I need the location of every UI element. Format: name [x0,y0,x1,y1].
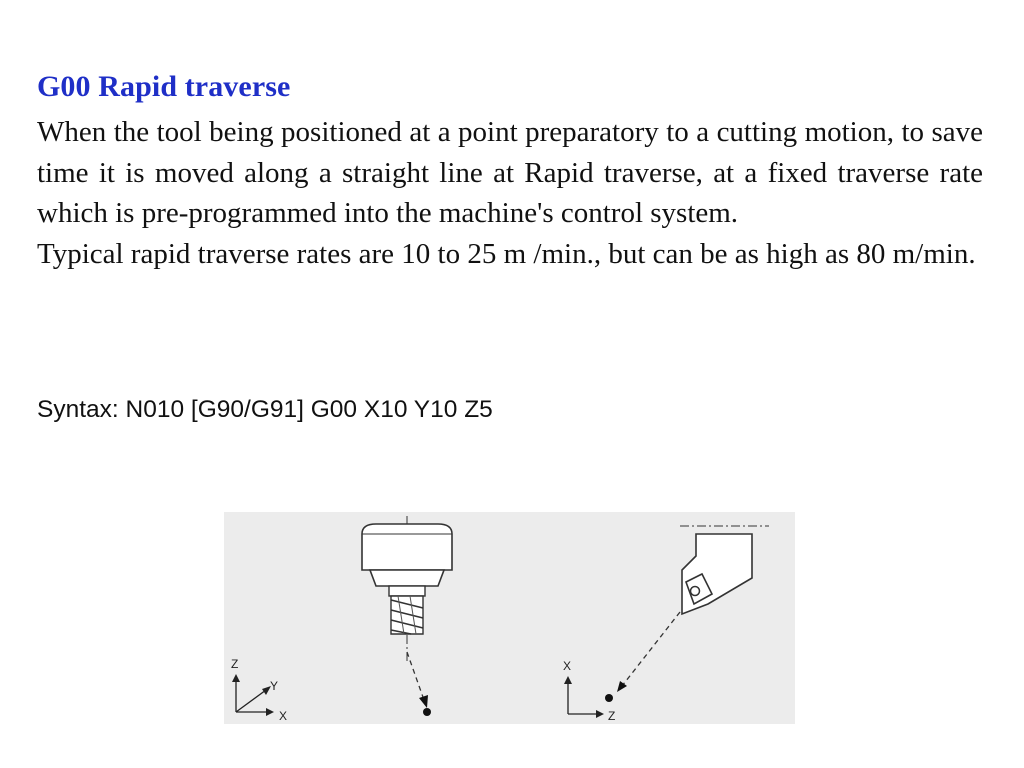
paragraph-rapid-traverse-description: When the tool being positioned at a point preparatory to a cutting motion, to save time it is moved along a straight line at Rapid traverse, at a fixed traverse rate which is pre-programmed into the machine's control system. [37,116,983,229]
rapid-traverse-figure [224,512,795,724]
slide-title: G00 Rapid traverse [37,70,291,103]
milling-axis-y-label: Y [270,679,279,693]
turning-axes-icon [563,659,615,723]
milling-tool-icon [362,516,452,716]
paragraph-rapid-traverse-rates: Typical rapid traverse rates are 10 to 25 m /min., but can be as high as 80 m/min. [37,237,976,270]
syntax-line: Syntax: N010 [G90/G91] G00 X10 Y10 Z5 [37,396,493,423]
slide-body [37,112,983,274]
milling-axes-icon [231,657,287,723]
turning-tool-icon [605,526,769,702]
milling-axis-z-label: Z [231,657,239,671]
turning-axis-z-label: Z [608,709,616,723]
milling-axis-x-label: X [279,709,288,723]
turning-axis-x-label: X [563,659,572,673]
rapid-traverse-illustration [224,512,795,724]
